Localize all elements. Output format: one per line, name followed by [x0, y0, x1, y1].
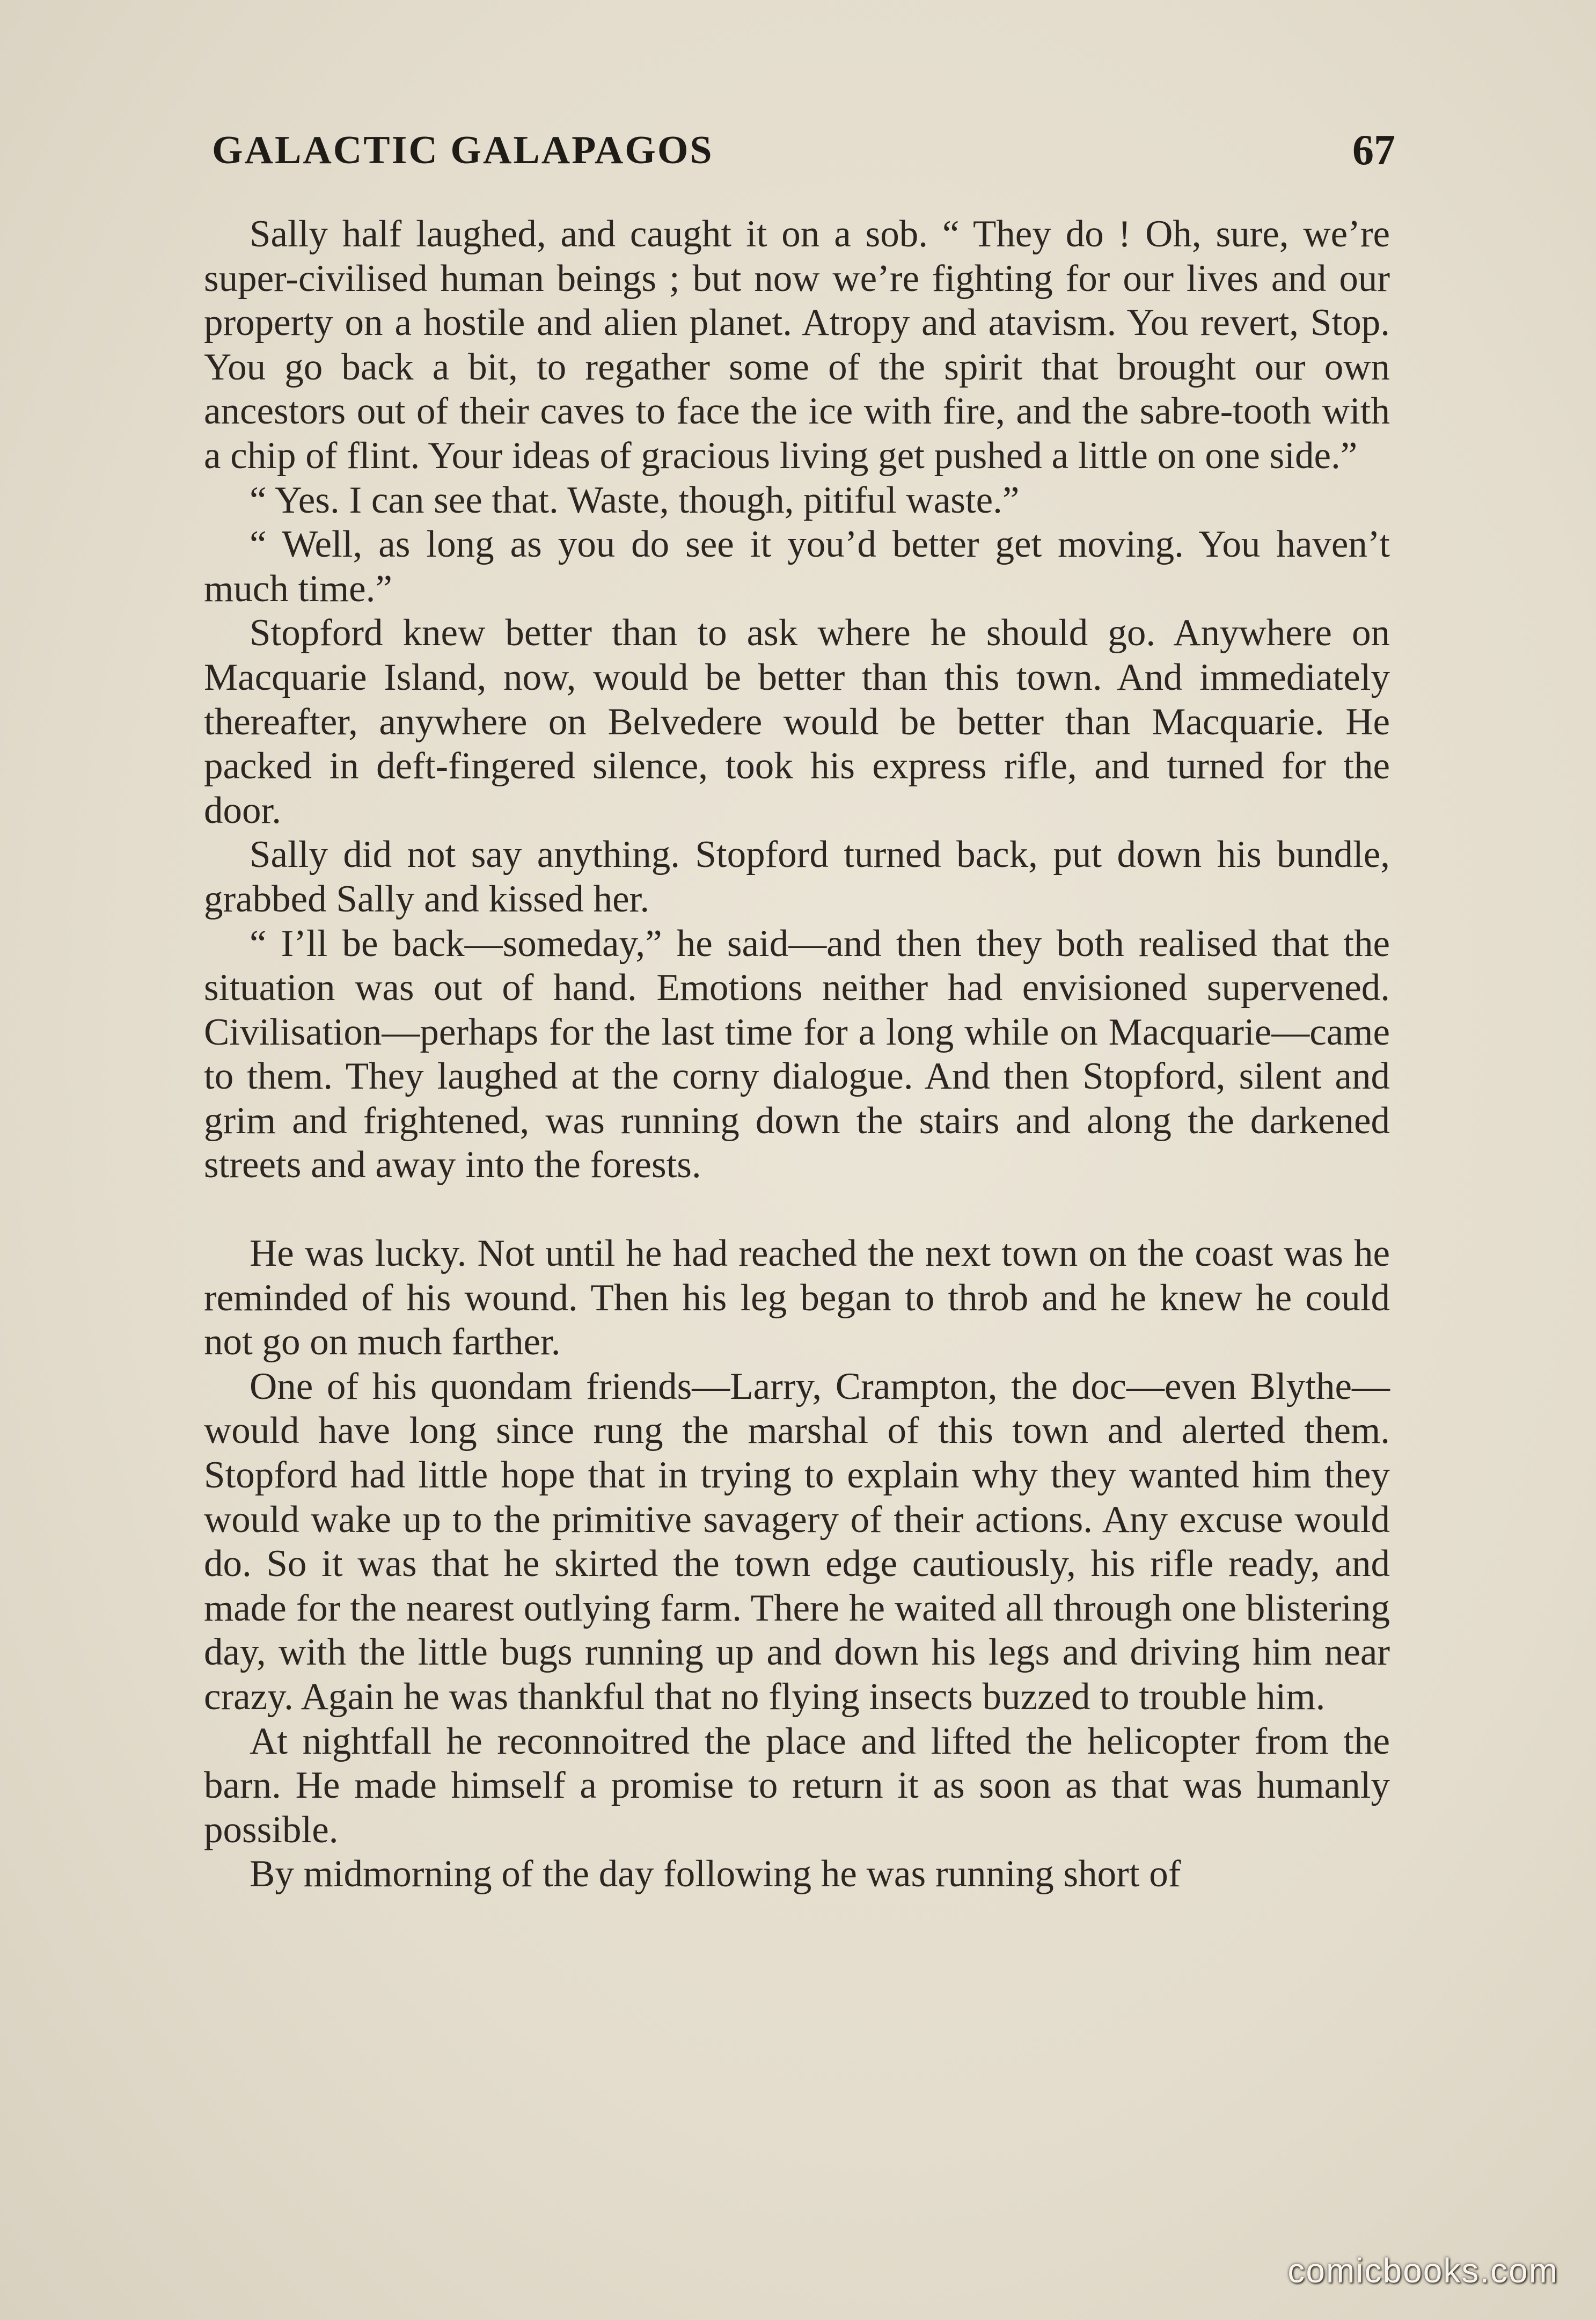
- running-title: GALACTIC GALAPAGOS: [212, 128, 714, 172]
- page-number: 67: [1352, 127, 1395, 174]
- paragraph: Sally did not say anything. Stopford turned back, put down his bundle, grabbed Sally and kissed her.: [204, 834, 1390, 920]
- paragraph: By midmorning of the day following he was running short of: [250, 1853, 1181, 1895]
- paragraph: He was lucky. Not until he had reached the next town on the coast was he reminded of his wound. Then his leg began to throb and he knew he could not go on much farther.: [204, 1232, 1390, 1363]
- paragraph: “ I’ll be back—someday,” he said—and then they both realised that the situation was out of hand. Emotions neither had envisioned supervened. Civilisation—perhaps for the last time for a long while on Macquarie—came to them. They laughed at the corny dialogue. And then Stopford, silent and grim and frightened, was running down the stairs and along the darkened streets and away into the forests.: [204, 922, 1390, 1186]
- body-text: [204, 212, 1390, 1896]
- paragraph: Sally half laughed, and caught it on a sob. “ They do ! Oh, sure, we’re super-civilised human beings ; but now we’re fighting for our lives and our property on a hostile and alien planet. Atropy and atavism. You revert, Stop. You go back a bit, to regather some of the spirit that brought our own ancestors out of their caves to face the ice with fire, and the sabre-tooth with a chip of flint. Your ideas of gracious living get pushed a little on one side.”: [204, 213, 1390, 477]
- paragraph: At nightfall he reconnoitred the place and lifted the helicopter from the barn. He made himself a promise to return it as soon as that was humanly possible.: [204, 1720, 1390, 1851]
- paragraph: One of his quondam friends—Larry, Crampton, the doc—even Blythe—would have long since rung the marshal of this town and alerted them. Stopford had little hope that in trying to explain why they wanted him they would wake up to the primitive savagery of their actions. Any excuse would do. So it was that he skirted the town edge cautiously, his rifle ready, and made for the nearest outlying farm. There he waited all through one blistering day, with the little bugs running up and down his legs and driving him near crazy. Again he was thankful that no flying insects buzzed to trouble him.: [204, 1365, 1390, 1718]
- paragraph: “ Yes. I can see that. Waste, though, pitiful waste.”: [250, 479, 1020, 521]
- paragraph: Stopford knew better than to ask where he should go. Anywhere on Macquarie Island, now, would be better than this town. And immediately thereafter, anywhere on Belvedere would be better than Macquarie. He packed in deft-fingered silence, took his express rifle, and turned for the door.: [204, 612, 1390, 831]
- paragraph: “ Well, as long as you do see it you’d better get moving. You haven’t much time.”: [204, 523, 1390, 610]
- watermark: comicbooks.com: [1287, 2251, 1558, 2290]
- page-header: [212, 121, 1395, 180]
